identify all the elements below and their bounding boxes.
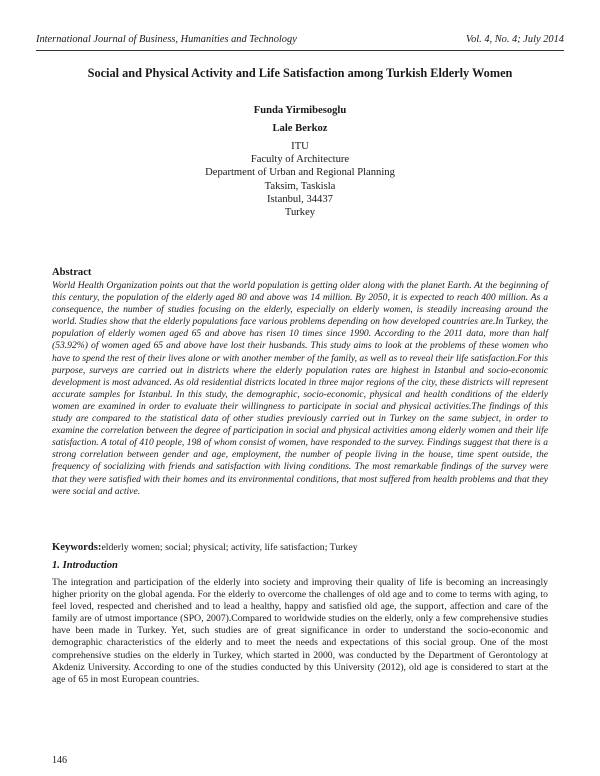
keywords	[52, 542, 548, 553]
page-number: 146	[52, 755, 67, 766]
journal-name: International Journal of Business, Humanities and Technology	[36, 34, 297, 45]
affiliation-line: Istanbul, 34437	[267, 193, 333, 205]
affiliation-line: Faculty of Architecture	[250, 154, 350, 166]
abstract-text: World Health Organization points out that the world population is getting older along with the planet Earth. At the beginning of this century, the population of the elderly aged 80 and above was 14 million. By 2050, it is expected to reach 400 million. As a consequence, the number of studies focusing on the elderly, especially on elderly women, is steadily increasing around the world. Studies show that the elderly populations face various problems depending on how developed countries are.In Turkey, the population of elderly women aged 65 and above has risen 10 times since 1990. According to the 2011 data, more than half (53.92%) of women aged 65 and above have lost their husbands. This study aims to look at the problems of these women who have to spend the rest of their lives alone or with another member of the family, as well as to reveal their life satisfaction.For this purpose, surveys are carried out in districts where the elderly population rates are highest in Istanbul and socio-economic development is most advanced. As old residential districts located in three major regions of the city, these districts will represent accurate samples for Istanbul. In this study, the demographic, socio-economic, physical and health conditions of the elderly women are examined in order to evaluate their willingness to participate in social and physical activities.The findings of this study are compared to the statistical data of other studies previously carried out in Turkey on the same subject, in order to examine the correlation between the degree of participation in social and physical activities among elderly women and their life satisfaction. A total of 410 people, 198 of whom consist of women, have responded to the survey. Findings suggest that there is a strong correlation between gender and age, employment, the number of people living in the house, time spent outside, the frequency of socializing with friends and satisfaction with living conditions. The most remarkable findings of the survey were that they were satisfied with their homes and its environmental conditions, that most suffered from health problems and that they were social and active.	[52, 280, 548, 497]
volume-info: Vol. 4, No. 4; July 2014	[465, 34, 564, 45]
keywords-label: Keywords:	[52, 542, 102, 553]
author-name: Lale Berkoz	[272, 123, 328, 134]
affiliation-line: Department of Urban and Regional Planning	[205, 167, 395, 179]
introduction-text: The integration and participation of the elderly into society and improving their quality of life is becoming an increasingly higher priority on the global agenda. For the elderly to overcome the challenges of old age and to come to terms with aging, to feel loved, respected and cherished and to lead a healthy, happy and satisfied old age, the support, affection and care of the family are of utmost importance (SPO, 2007).Compared to worldwide studies on the elderly, only a few comprehensive studies have been made in Turkey. Yet, such studies are of great significance in order to understand the socio-economic and demographic characteristics of the elderly and to meet the needs and expectations of this social group. One of the most comprehensive studies on the elderly in Turkey, which started in 2000, was conducted by the Department of Gerontology at Akdeniz University. According to one of the studies conducted by this University (2012), old age is considered to start at the age of 65 in most European countries.	[52, 577, 548, 685]
affiliation	[36, 140, 564, 219]
section-heading-introduction: 1. Introduction	[52, 560, 118, 571]
keywords-text: elderly women; social; physical; activity, life satisfaction; Turkey	[101, 542, 358, 553]
header-rule	[36, 50, 564, 51]
abstract-heading: Abstract	[52, 267, 92, 278]
affiliation-line: Taksim, Taskisla	[264, 180, 336, 192]
affiliation-line: Turkey	[284, 207, 316, 219]
affiliation-line: ITU	[291, 141, 309, 152]
paper-title: Social and Physical Activity and Life Satisfaction among Turkish Elderly Women	[87, 66, 513, 80]
author-list	[36, 102, 564, 138]
running-header	[36, 34, 564, 48]
author-name: Funda Yirmibesoglu	[253, 105, 347, 116]
